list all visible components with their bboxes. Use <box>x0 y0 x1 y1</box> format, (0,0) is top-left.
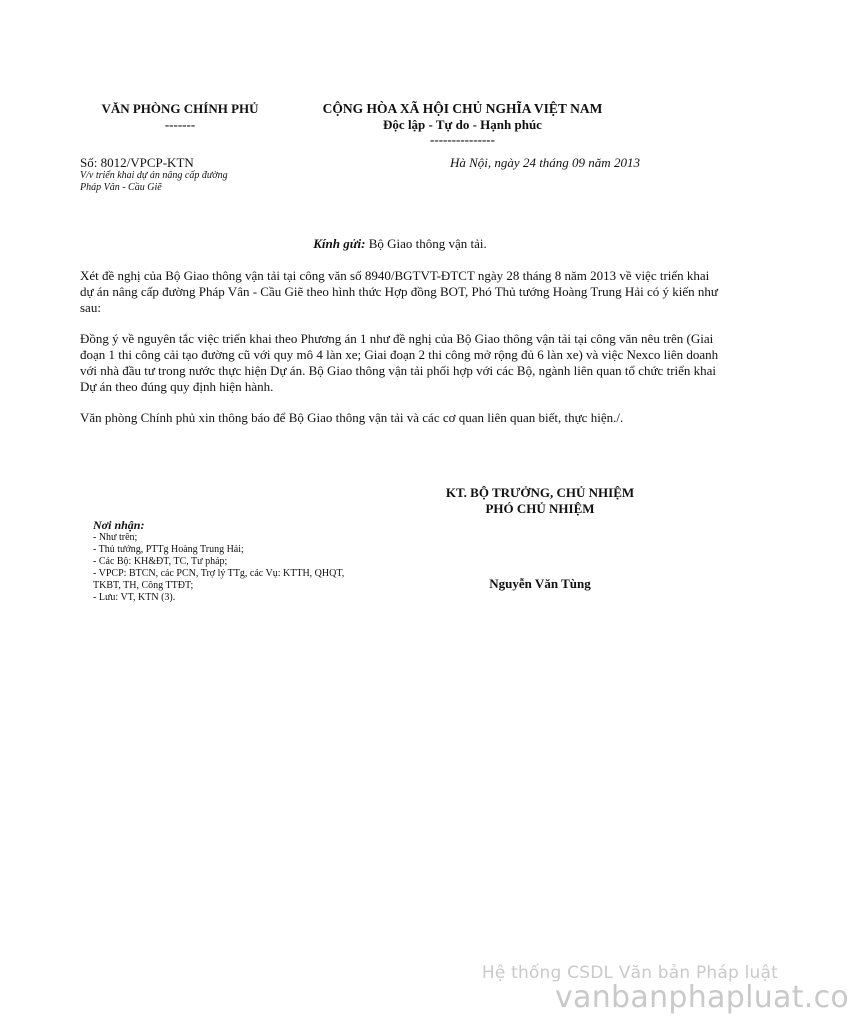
signer-name: Nguyễn Văn Tùng <box>489 576 591 591</box>
agency-name: VĂN PHÒNG CHÍNH PHỦ <box>101 101 259 116</box>
body-paragraph-3: Văn phòng Chính phủ xin thông báo để Bộ Giao thông vận tải và các cơ quan liên quan biết, thực hiện./. <box>80 410 624 425</box>
list-item: - Các Bộ: KH&ĐT, TC, Tư pháp; <box>93 556 228 567</box>
document-subject <box>80 170 280 194</box>
recipients-block <box>93 518 393 604</box>
recipients-heading: Nơi nhận: <box>93 518 145 532</box>
recipient-line <box>0 236 800 252</box>
body-paragraph-2: Đồng ý về nguyên tắc việc triển khai theo Phương án 1 như đề nghị của Bộ Giao thông vận tải tại công văn nêu trên (Giai đoạn 1 thi công cải tạo đường cũ với quy mô 4 làn xe; Giai đoạn 2 thi công mở rộng đủ 6 làn xe) và việc Nexco liên doanh với nhà đầu tư trong nước thực hiện Dự án. Bộ Giao thông vận tải phối hợp với các Bộ, ngành liên quan tổ chức triển khai Dự án theo đúng quy định hiện hành. <box>80 331 719 394</box>
list-item: - Như trên; <box>93 532 138 543</box>
watermark-line-2: vanbanphapluat.co <box>555 980 849 1015</box>
agency-divider: ------- <box>164 117 196 132</box>
list-item: - VPCP: BTCN, các PCN, Trợ lý TTg, các Vụ: KTTH, QHQT, <box>93 568 345 579</box>
place-date: Hà Nội, ngày 24 tháng 09 năm 2013 <box>450 155 640 170</box>
recipient-value: Bộ Giao thông vận tải. <box>365 236 487 251</box>
signer-title-1: KT. BỘ TRƯỞNG, CHỦ NHIỆM <box>445 485 635 500</box>
document-subject-line-1: V/v triển khai dự án nâng cấp đường <box>80 170 228 181</box>
recipients-list <box>93 532 393 604</box>
list-item: TKBT, TH, Công TTĐT; <box>93 580 194 591</box>
signer-block <box>380 485 700 517</box>
list-item: - Thủ tướng, PTTg Hoàng Trung Hải; <box>93 544 244 555</box>
nation-motto: Độc lập - Tự do - Hạnh phúc <box>383 117 542 132</box>
nation-divider: --------------- <box>430 132 495 147</box>
document-number: Số: 8012/VPCP-KTN <box>80 155 194 170</box>
recipient-label: Kính gửi: <box>313 236 366 251</box>
list-item: - Lưu: VT, KTN (3). <box>93 592 176 603</box>
nation-header <box>300 100 625 147</box>
nation-title: CỘNG HÒA XÃ HỘI CHỦ NGHĨA VIỆT NAM <box>322 101 603 116</box>
watermark-line-1: Hệ thống CSDL Văn bản Pháp luật <box>481 963 778 983</box>
agency-header <box>80 100 280 132</box>
body-paragraph-1: Xét đề nghị của Bộ Giao thông vận tải tại công văn số 8940/BGTVT-ĐTCT ngày 28 tháng 8 năm 2013 về việc triển khai dự án nâng cấp đường Pháp Vân - Cầu Giẽ theo hình thức Hợp đồng BOT, Phó Thủ tướng Hoàng Trung Hải có ý kiến như sau: <box>80 268 718 315</box>
signer-title-2: PHÓ CHỦ NHIỆM <box>485 501 595 516</box>
document-subject-line-2: Pháp Vân - Cầu Giẽ <box>80 182 162 193</box>
